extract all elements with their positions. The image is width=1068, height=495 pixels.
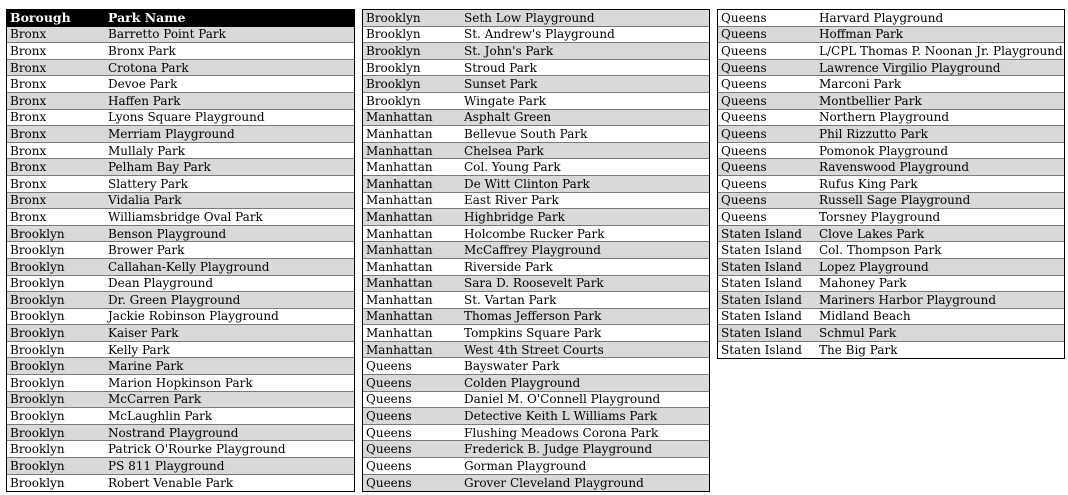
borough-cell: Brooklyn bbox=[10, 309, 65, 324]
table-row bbox=[363, 325, 709, 342]
table-row bbox=[718, 276, 1064, 293]
borough-cell: Staten Island bbox=[721, 343, 802, 358]
park-name-cell: De Witt Clinton Park bbox=[464, 176, 590, 191]
park-name-cell: Mahoney Park bbox=[819, 276, 907, 291]
borough-cell: Queens bbox=[366, 425, 412, 440]
table-row bbox=[7, 76, 354, 93]
table-row bbox=[7, 276, 354, 293]
borough-cell: Staten Island bbox=[721, 276, 802, 291]
table-row bbox=[7, 325, 354, 342]
borough-cell: Brooklyn bbox=[10, 359, 65, 374]
table-row bbox=[7, 193, 354, 210]
borough-cell: Manhattan bbox=[366, 226, 433, 241]
park-name-cell: Dean Playground bbox=[108, 276, 214, 291]
parks-table-column-2 bbox=[362, 9, 710, 492]
table-row bbox=[363, 292, 709, 309]
park-name-cell: St. John's Park bbox=[464, 43, 554, 58]
borough-cell: Brooklyn bbox=[10, 243, 65, 258]
table-row bbox=[7, 126, 354, 143]
table-row bbox=[363, 226, 709, 243]
table-row bbox=[7, 392, 354, 409]
borough-cell: Brooklyn bbox=[10, 375, 65, 390]
table-row bbox=[7, 27, 354, 44]
park-name-cell: St. Vartan Park bbox=[464, 292, 557, 307]
borough-cell: Bronx bbox=[10, 193, 47, 208]
borough-cell: Brooklyn bbox=[10, 442, 65, 457]
header-borough: Borough bbox=[10, 10, 71, 26]
borough-cell: Brooklyn bbox=[10, 392, 65, 407]
table-row bbox=[718, 193, 1064, 210]
borough-cell: Manhattan bbox=[366, 193, 433, 208]
park-name-cell: Torsney Playground bbox=[819, 209, 941, 224]
borough-cell: Brooklyn bbox=[10, 259, 65, 274]
borough-cell: Queens bbox=[721, 93, 767, 108]
park-name-cell: Gorman Playground bbox=[464, 458, 587, 473]
table-row bbox=[718, 143, 1064, 160]
park-name-cell: Robert Venable Park bbox=[108, 475, 234, 490]
park-name-cell: Highbridge Park bbox=[464, 209, 565, 224]
table-row bbox=[363, 309, 709, 326]
park-name-cell: Nostrand Playground bbox=[108, 425, 239, 440]
park-name-cell: Vidalia Park bbox=[108, 193, 182, 208]
table-row bbox=[7, 475, 354, 492]
table-row bbox=[718, 242, 1064, 259]
borough-cell: Queens bbox=[721, 160, 767, 175]
borough-cell: Queens bbox=[721, 143, 767, 158]
table-row bbox=[7, 292, 354, 309]
borough-cell: Manhattan bbox=[366, 276, 433, 291]
park-name-cell: Daniel M. O'Connell Playground bbox=[464, 392, 661, 407]
table-row bbox=[363, 27, 709, 44]
park-name-cell: Col. Thompson Park bbox=[819, 243, 942, 258]
borough-cell: Brooklyn bbox=[10, 342, 65, 357]
borough-cell: Queens bbox=[366, 375, 412, 390]
park-name-cell: Sara D. Roosevelt Park bbox=[464, 276, 604, 291]
park-name-cell: Thomas Jefferson Park bbox=[464, 309, 602, 324]
park-name-cell: Marion Hopkinson Park bbox=[108, 375, 253, 390]
table-row bbox=[363, 475, 709, 492]
table-row bbox=[7, 143, 354, 160]
park-name-cell: Marine Park bbox=[108, 359, 184, 374]
park-name-cell: Northern Playground bbox=[819, 110, 950, 125]
borough-cell: Manhattan bbox=[366, 309, 433, 324]
park-name-cell: Rufus King Park bbox=[819, 176, 918, 191]
table-row bbox=[718, 342, 1064, 359]
park-name-cell: Frederick B. Judge Playground bbox=[464, 442, 653, 457]
park-name-cell: Brower Park bbox=[108, 243, 185, 258]
borough-cell: Brooklyn bbox=[366, 10, 421, 25]
table-row bbox=[718, 93, 1064, 110]
park-name-cell: Schmul Park bbox=[819, 326, 897, 341]
borough-cell: Manhattan bbox=[366, 326, 433, 341]
table-row bbox=[718, 10, 1064, 27]
park-name-cell: West 4th Street Courts bbox=[464, 342, 604, 357]
table-row bbox=[363, 209, 709, 226]
park-name-cell: Kaiser Park bbox=[108, 326, 179, 341]
park-name-cell: Devoe Park bbox=[108, 77, 178, 92]
park-name-cell: Grover Cleveland Playground bbox=[464, 475, 644, 490]
park-name-cell: Merriam Playground bbox=[108, 126, 235, 141]
table-row bbox=[7, 259, 354, 276]
park-name-cell: Mariners Harbor Playground bbox=[819, 292, 996, 307]
table-row bbox=[363, 159, 709, 176]
borough-cell: Staten Island bbox=[721, 326, 802, 341]
table-row bbox=[718, 159, 1064, 176]
borough-cell: Queens bbox=[721, 193, 767, 208]
park-name-cell: Asphalt Green bbox=[464, 110, 552, 125]
table-row bbox=[363, 392, 709, 409]
table-row bbox=[7, 209, 354, 226]
borough-cell: Brooklyn bbox=[366, 27, 421, 42]
park-name-cell: Ravenswood Playground bbox=[819, 160, 970, 175]
table-row bbox=[363, 276, 709, 293]
table-row bbox=[718, 60, 1064, 77]
borough-cell: Brooklyn bbox=[10, 276, 65, 291]
park-name-cell: L/CPL Thomas P. Noonan Jr. Playground bbox=[819, 43, 1063, 58]
borough-cell: Manhattan bbox=[366, 160, 433, 175]
borough-cell: Queens bbox=[366, 475, 412, 490]
park-name-cell: Barretto Point Park bbox=[108, 27, 226, 42]
table-row bbox=[363, 76, 709, 93]
borough-cell: Staten Island bbox=[721, 243, 802, 258]
park-name-cell: Colden Playground bbox=[464, 375, 581, 390]
park-name-cell: Lyons Square Playground bbox=[108, 110, 265, 125]
borough-cell: Bronx bbox=[10, 126, 47, 141]
borough-cell: Bronx bbox=[10, 143, 47, 158]
table-row bbox=[718, 176, 1064, 193]
borough-cell: Queens bbox=[721, 60, 767, 75]
table-row bbox=[363, 242, 709, 259]
park-name-cell: Detective Keith L Williams Park bbox=[464, 409, 658, 424]
borough-cell: Queens bbox=[721, 27, 767, 42]
borough-cell: Staten Island bbox=[721, 259, 802, 274]
table-row bbox=[363, 342, 709, 359]
park-name-cell: Col. Young Park bbox=[464, 160, 561, 175]
borough-cell: Queens bbox=[721, 209, 767, 224]
borough-cell: Brooklyn bbox=[366, 60, 421, 75]
borough-cell: Bronx bbox=[10, 43, 47, 58]
table-row bbox=[7, 375, 354, 392]
park-name-cell: Chelsea Park bbox=[464, 143, 544, 158]
table-row bbox=[7, 309, 354, 326]
park-name-cell: Pomonok Playground bbox=[819, 143, 949, 158]
park-name-cell: McCarren Park bbox=[108, 392, 202, 407]
borough-cell: Staten Island bbox=[721, 226, 802, 241]
table-row bbox=[718, 325, 1064, 342]
park-name-cell: Bayswater Park bbox=[464, 359, 560, 374]
park-name-cell: Haffen Park bbox=[108, 93, 181, 108]
park-name-cell: Midland Beach bbox=[819, 309, 911, 324]
table-header bbox=[7, 10, 354, 27]
borough-cell: Queens bbox=[366, 458, 412, 473]
borough-cell: Bronx bbox=[10, 176, 47, 191]
borough-cell: Manhattan bbox=[366, 110, 433, 125]
table-row bbox=[363, 43, 709, 60]
borough-cell: Bronx bbox=[10, 77, 47, 92]
table-row bbox=[7, 93, 354, 110]
borough-cell: Bronx bbox=[10, 93, 47, 108]
table-row bbox=[7, 458, 354, 475]
borough-cell: Queens bbox=[721, 43, 767, 58]
borough-cell: Queens bbox=[721, 176, 767, 191]
table-row bbox=[7, 408, 354, 425]
borough-cell: Queens bbox=[721, 110, 767, 125]
table-row bbox=[7, 242, 354, 259]
park-name-cell: Hoffman Park bbox=[819, 27, 903, 42]
table-row bbox=[718, 43, 1064, 60]
park-name-cell: Patrick O'Rourke Playground bbox=[108, 442, 286, 457]
borough-cell: Queens bbox=[721, 10, 767, 25]
borough-cell: Manhattan bbox=[366, 342, 433, 357]
borough-cell: Queens bbox=[721, 77, 767, 92]
borough-cell: Queens bbox=[366, 409, 412, 424]
park-name-cell: Harvard Playground bbox=[819, 10, 944, 25]
park-name-cell: St. Andrew's Playground bbox=[464, 27, 615, 42]
park-name-cell: Lawrence Virgilio Playground bbox=[819, 60, 1001, 75]
table-row bbox=[7, 176, 354, 193]
table-row bbox=[363, 259, 709, 276]
table-row bbox=[718, 259, 1064, 276]
park-name-cell: Montbellier Park bbox=[819, 93, 922, 108]
table-row bbox=[7, 441, 354, 458]
borough-cell: Manhattan bbox=[366, 259, 433, 274]
borough-cell: Brooklyn bbox=[366, 93, 421, 108]
table-row bbox=[363, 143, 709, 160]
table-row bbox=[7, 110, 354, 127]
borough-cell: Bronx bbox=[10, 209, 47, 224]
table-row bbox=[718, 27, 1064, 44]
park-name-cell: Kelly Park bbox=[108, 342, 170, 357]
park-name-cell: Callahan-Kelly Playground bbox=[108, 259, 270, 274]
borough-cell: Brooklyn bbox=[366, 77, 421, 92]
borough-cell: Staten Island bbox=[721, 292, 802, 307]
borough-cell: Staten Island bbox=[721, 309, 802, 324]
park-name-cell: Marconi Park bbox=[819, 77, 902, 92]
park-name-cell: Bellevue South Park bbox=[464, 126, 588, 141]
park-name-cell: The Big Park bbox=[819, 343, 898, 358]
park-name-cell: McCaffrey Playground bbox=[464, 243, 601, 258]
table-row bbox=[363, 358, 709, 375]
table-row bbox=[363, 193, 709, 210]
table-row bbox=[718, 309, 1064, 326]
table-row bbox=[363, 458, 709, 475]
table-row bbox=[718, 209, 1064, 226]
park-name-cell: Pelham Bay Park bbox=[108, 160, 211, 175]
header-park-name: Park Name bbox=[108, 10, 186, 26]
borough-cell: Manhattan bbox=[366, 126, 433, 141]
table-row bbox=[363, 93, 709, 110]
park-name-cell: Bronx Park bbox=[108, 43, 176, 58]
borough-cell: Brooklyn bbox=[10, 326, 65, 341]
borough-cell: Brooklyn bbox=[10, 475, 65, 490]
park-name-cell: Slattery Park bbox=[108, 176, 188, 191]
park-name-cell: Sunset Park bbox=[464, 77, 538, 92]
park-name-cell: East River Park bbox=[464, 193, 559, 208]
table-row bbox=[363, 176, 709, 193]
table-row bbox=[718, 76, 1064, 93]
borough-cell: Queens bbox=[366, 359, 412, 374]
table-row bbox=[718, 126, 1064, 143]
borough-cell: Manhattan bbox=[366, 176, 433, 191]
park-name-cell: Mullaly Park bbox=[108, 143, 185, 158]
park-name-cell: Holcombe Rucker Park bbox=[464, 226, 605, 241]
table-row bbox=[7, 425, 354, 442]
table-row bbox=[718, 110, 1064, 127]
park-name-cell: Lopez Playground bbox=[819, 259, 929, 274]
park-name-cell: Riverside Park bbox=[464, 259, 553, 274]
park-name-cell: Clove Lakes Park bbox=[819, 226, 925, 241]
table-row bbox=[7, 43, 354, 60]
table-row bbox=[363, 10, 709, 27]
table-row bbox=[7, 226, 354, 243]
borough-cell: Manhattan bbox=[366, 292, 433, 307]
park-name-cell: Crotona Park bbox=[108, 60, 189, 75]
table-row bbox=[363, 408, 709, 425]
parks-table-column-1 bbox=[6, 9, 355, 492]
table-row bbox=[718, 292, 1064, 309]
table-row bbox=[363, 60, 709, 77]
park-name-cell: Tompkins Square Park bbox=[464, 326, 602, 341]
borough-cell: Bronx bbox=[10, 110, 47, 125]
borough-cell: Queens bbox=[366, 392, 412, 407]
park-name-cell: Williamsbridge Oval Park bbox=[108, 209, 263, 224]
park-name-cell: Wingate Park bbox=[464, 93, 546, 108]
park-name-cell: Seth Low Playground bbox=[464, 10, 595, 25]
table-row bbox=[363, 126, 709, 143]
table-row bbox=[7, 60, 354, 77]
borough-cell: Bronx bbox=[10, 27, 47, 42]
borough-cell: Manhattan bbox=[366, 209, 433, 224]
park-name-cell: Benson Playground bbox=[108, 226, 227, 241]
borough-cell: Brooklyn bbox=[10, 292, 65, 307]
park-name-cell: Jackie Robinson Playground bbox=[108, 309, 279, 324]
table-row bbox=[718, 226, 1064, 243]
park-name-cell: Stroud Park bbox=[464, 60, 537, 75]
borough-cell: Brooklyn bbox=[10, 409, 65, 424]
borough-cell: Queens bbox=[721, 126, 767, 141]
borough-cell: Brooklyn bbox=[366, 43, 421, 58]
borough-cell: Manhattan bbox=[366, 243, 433, 258]
borough-cell: Brooklyn bbox=[10, 226, 65, 241]
park-name-cell: Dr. Green Playground bbox=[108, 292, 241, 307]
table-row bbox=[363, 375, 709, 392]
borough-cell: Manhattan bbox=[366, 143, 433, 158]
borough-cell: Bronx bbox=[10, 60, 47, 75]
park-name-cell: Russell Sage Playground bbox=[819, 193, 971, 208]
borough-cell: Bronx bbox=[10, 160, 47, 175]
borough-cell: Brooklyn bbox=[10, 458, 65, 473]
table-row bbox=[363, 425, 709, 442]
park-name-cell: McLaughlin Park bbox=[108, 409, 213, 424]
park-name-cell: Flushing Meadows Corona Park bbox=[464, 425, 659, 440]
table-row bbox=[363, 441, 709, 458]
table-row bbox=[7, 358, 354, 375]
table-row bbox=[7, 342, 354, 359]
borough-cell: Queens bbox=[366, 442, 412, 457]
table-row bbox=[7, 159, 354, 176]
park-name-cell: Phil Rizzutto Park bbox=[819, 126, 928, 141]
parks-table-column-3 bbox=[717, 9, 1065, 359]
park-name-cell: PS 811 Playground bbox=[108, 458, 225, 473]
table-row bbox=[363, 110, 709, 127]
borough-cell: Brooklyn bbox=[10, 425, 65, 440]
